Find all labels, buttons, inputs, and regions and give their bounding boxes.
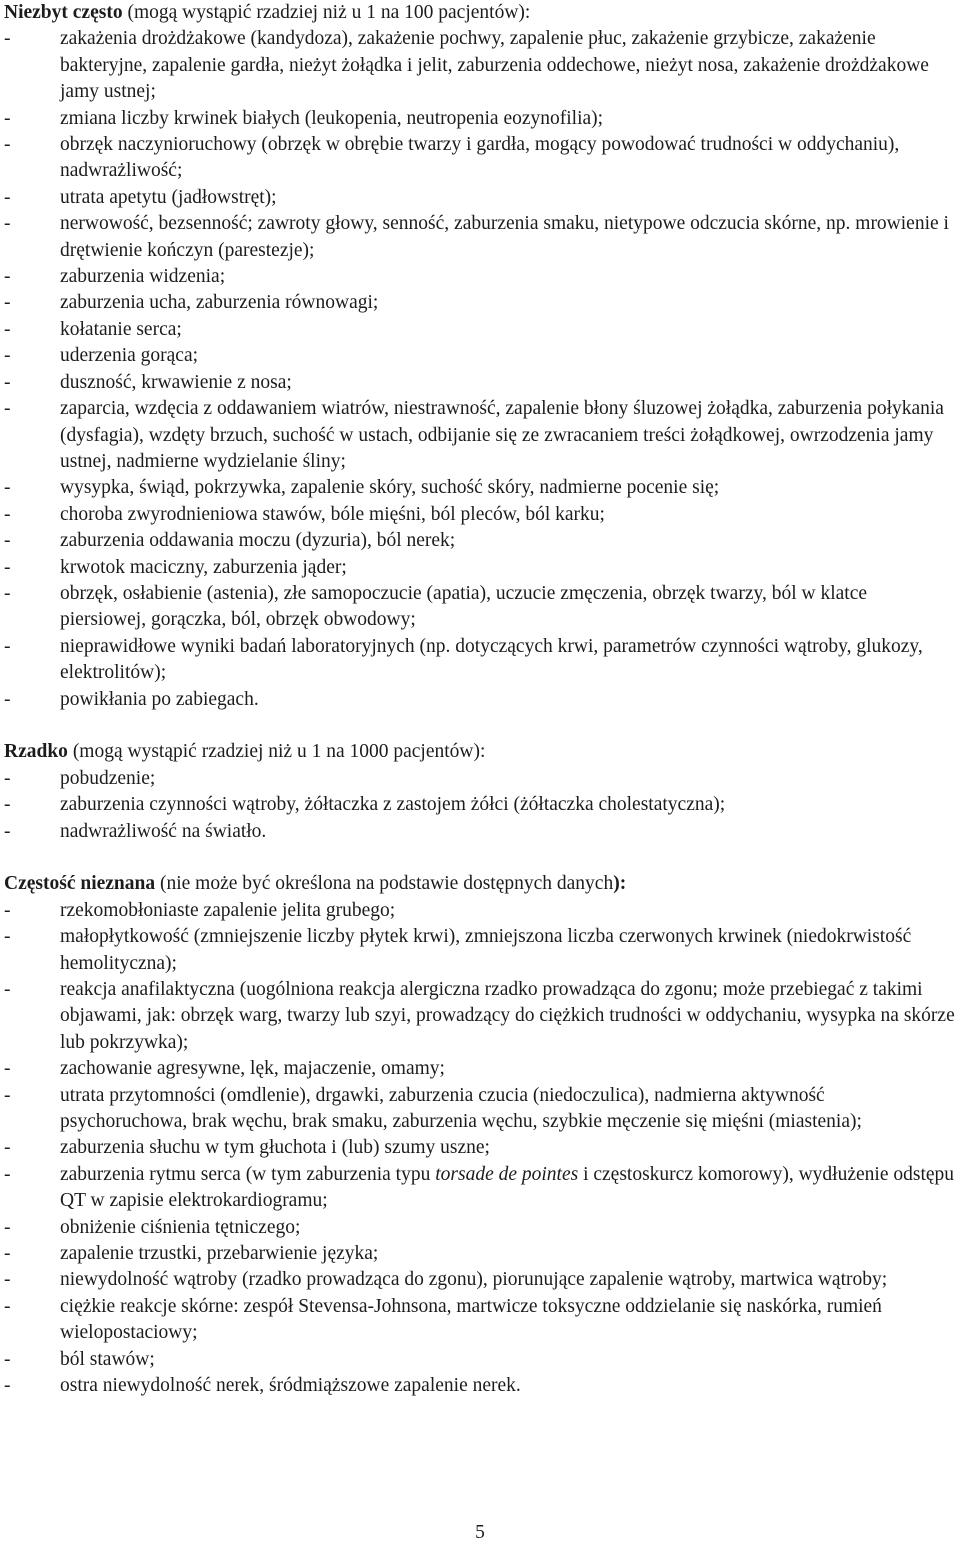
item-text: ciężkie reakcje skórne: zespół Stevensa-Johnsona, martwicze toksyczne oddzielanie się naskórka, rumień wielopostaciowy; [60,1295,882,1344]
item-text: obrzęk, osłabienie (astenia), złe samopoczucie (apatia), uczucie zmęczenia, obrzęk twarzy, ból w klatce piersiowej, gorączka, ból, obrzęk obwodowy; [60,582,868,631]
bullet-dash: - [4,1375,11,1397]
item-text: niewydolność wątroby (rzadko prowadząca do zgonu), piorunujące zapalenie wątroby, martwica wątroby; [60,1269,888,1291]
item-text: zaburzenia widzenia; [60,266,226,288]
frequency-label: Niezbyt często [4,2,123,23]
item-text: obrzęk naczynioruchowy (obrzęk w obrębie twarzy i gardła, mogący powodować trudności w oddychaniu), nadwrażliwość; [60,134,900,182]
list-item [0,502,960,528]
item-text: ostra niewydolność nerek, śródmiąższowe zapalenie nerek. [60,1375,521,1397]
list-item [0,634,960,687]
frequency-description: (nie może być określona na podstawie dostępnych danych [155,873,614,895]
item-text: zaburzenia oddawania moczu (dyzuria), ból nerek; [60,530,456,552]
frequency-description: (mogą wystąpić rzadziej niż u 1 na 100 pacjentów): [122,2,531,23]
list-item [0,264,960,290]
frequency-label: Częstość nieznana [4,873,156,895]
bullet-dash: - [4,899,11,921]
item-text: zachowanie agresywne, lęk, majaczenie, omamy; [60,1058,445,1080]
item-text: małopłytkowość (zmniejszenie liczby płytek krwi), zmniejszona liczba czerwonych krwinek (niedokrwistość hemolityczna); [60,926,912,974]
list-item [0,211,960,264]
list-item [0,132,960,185]
bullet-dash: - [4,186,11,208]
section-heading [0,0,960,26]
bullet-dash: - [4,107,11,129]
list-item [0,1135,960,1161]
bullet-dash: - [4,1137,11,1159]
item-text: i częstoskurcz komorowy), wydłużenie odstępu QT w zapisie elektrokardiogramu; [60,1163,955,1212]
side-effect-list [0,898,960,1400]
list-item [0,924,960,977]
bullet-dash: - [4,1295,11,1317]
list-item [0,26,960,105]
list-item [0,819,960,845]
bullet-dash: - [4,556,11,578]
bullet-dash: - [4,477,11,499]
item-text: kołatanie serca; [60,318,182,340]
list-item [0,370,960,396]
section-unknown-frequency [0,871,960,1399]
section-uncommon [0,0,960,713]
list-item [0,687,960,713]
item-text: zaparcia, wzdęcia z oddawaniem wiatrów, niestrawność, zapalenie błony śluzowej żołądka, zaburzenia połykania (dysfagia), wzdęty brzuch, suchość w ustach, odbijanie się ze zwracaniem treści żołądkowej, owrzodzenia jamy ustnej, nadmierne wydzielanie śliny; [60,398,944,472]
bullet-dash: - [4,1348,11,1370]
item-text: powikłania po zabiegach. [60,688,259,710]
item-text: nadwrażliwość na światło. [60,820,267,842]
frequency-label: Rzadko [4,741,68,763]
item-text: zaburzenia czynności wątroby, żółtaczka z zastojem żółci (żółtaczka cholestatyczna); [60,794,726,816]
side-effect-list [0,766,960,845]
frequency-description-end: ): [613,873,627,895]
item-text: zapalenie trzustki, przebarwienie języka; [60,1243,379,1265]
item-text: krwotok maciczny, zaburzenia jąder; [60,556,347,578]
bullet-dash: - [4,688,11,710]
list-item [0,1241,960,1267]
bullet-dash: - [4,1216,11,1238]
item-text: choroba zwyrodnieniowa stawów, bóle mięśni, ból pleców, ból karku; [60,503,605,525]
bullet-dash: - [4,767,11,789]
item-text: ból stawów; [60,1348,155,1370]
bullet-dash: - [4,530,11,552]
item-text: reakcja anafilaktyczna (uogólniona reakcja alergiczna rzadko prowadząca do zgonu; może przebiegać z takimi objawami, jak: obrzęk warg, twarzy lub szyi, prowadzący do ciężkich trudności w oddychaniu, wysypka na skórze lub pokrzywka); [60,979,955,1053]
list-item [0,1083,960,1136]
item-text: nieprawidłowe wyniki badań laboratoryjnych (np. dotyczących krwi, parametrów czynności wątroby, glukozy, elektrolitów); [60,635,923,684]
bullet-dash: - [4,345,11,367]
bullet-dash: - [4,820,11,842]
section-heading [0,739,960,765]
list-item [0,317,960,343]
bullet-dash: - [4,292,11,314]
item-text: zakażenia drożdżakowe (kandydoza), zakażenie pochwy, zapalenie płuc, zakażenie grzybicze, zakażenie bakteryjne, zapalenie gardła, nieżyt żołądka i jelit, zaburzenia oddechowe, nieżyt nosa, zakażenie drożdżakowe jamy ustnej; [60,28,929,103]
list-item [0,185,960,211]
list-item [0,792,960,818]
list-item [0,1347,960,1373]
item-text: uderzenia gorąca; [60,345,199,367]
item-text: obniżenie ciśnienia tętniczego; [60,1216,301,1238]
frequency-description: (mogą wystąpić rzadziej niż u 1 na 1000 pacjentów): [67,741,486,763]
list-item [0,1267,960,1293]
list-item [0,343,960,369]
bullet-dash: - [4,1058,11,1080]
bullet-dash: - [4,1269,11,1291]
bullet-dash: - [4,318,11,340]
bullet-dash: - [4,979,11,1000]
bullet-dash: - [4,926,11,948]
item-text: zaburzenia słuchu w tym głuchota i (lub) szumy uszne; [60,1137,490,1159]
list-item [0,1294,960,1347]
list-item [0,555,960,581]
bullet-dash: - [4,1243,11,1265]
bullet-dash: - [4,213,11,235]
bullet-dash: - [4,794,11,816]
list-item [0,1056,960,1082]
list-item [0,290,960,316]
list-item [0,977,960,1056]
list-item [0,1215,960,1241]
page-number: 5 [475,1522,485,1543]
bullet-dash: - [4,1084,11,1106]
list-item [0,396,960,475]
bullet-dash: - [4,635,11,657]
item-text: duszność, krwawienie z nosa; [60,371,292,393]
section-heading [0,871,960,897]
bullet-dash: - [4,266,11,288]
item-text: wysypka, świąd, pokrzywka, zapalenie skóry, suchość skóry, nadmierne pocenie się; [60,477,720,499]
section-rare [0,739,960,845]
list-item [0,766,960,792]
bullet-dash: - [4,134,11,156]
bullet-dash: - [4,582,11,604]
list-item [0,898,960,924]
item-text: nerwowość, bezsenność; zawroty głowy, senność, zaburzenia smaku, nietypowe odczucia skórne, np. mrowienie i drętwienie kończyn (parestezje); [60,213,949,261]
list-item [0,106,960,132]
bullet-dash: - [4,28,11,50]
item-text: rzekomobłoniaste zapalenie jelita grubego; [60,899,396,921]
list-item [0,528,960,554]
item-text: zaburzenia ucha, zaburzenia równowagi; [60,292,379,314]
list-item [0,581,960,634]
bullet-dash: - [4,398,11,420]
side-effect-list [0,26,960,713]
item-text: utrata apetytu (jadłowstręt); [60,186,277,208]
list-item [0,1373,960,1399]
bullet-dash: - [4,503,11,525]
list-item [0,475,960,501]
item-text: zmiana liczby krwinek białych (leukopenia, neutropenia eozynofilia); [60,107,604,129]
list-item [0,1162,960,1215]
item-text: utrata przytomności (omdlenie), drgawki, zaburzenia czucia (niedoczulica), nadmierna aktywność psychoruchowa, brak węchu, brak smaku, zaburzenia węchu, szybkie męczenie się mięśni (miastenia); [60,1084,862,1133]
item-text-italic: torsade de pointes [435,1163,579,1185]
item-text: pobudzenie; [60,767,156,789]
item-text: zaburzenia rytmu serca (w tym zaburzenia typu [60,1163,436,1185]
bullet-dash: - [4,371,11,393]
bullet-dash: - [4,1163,11,1185]
